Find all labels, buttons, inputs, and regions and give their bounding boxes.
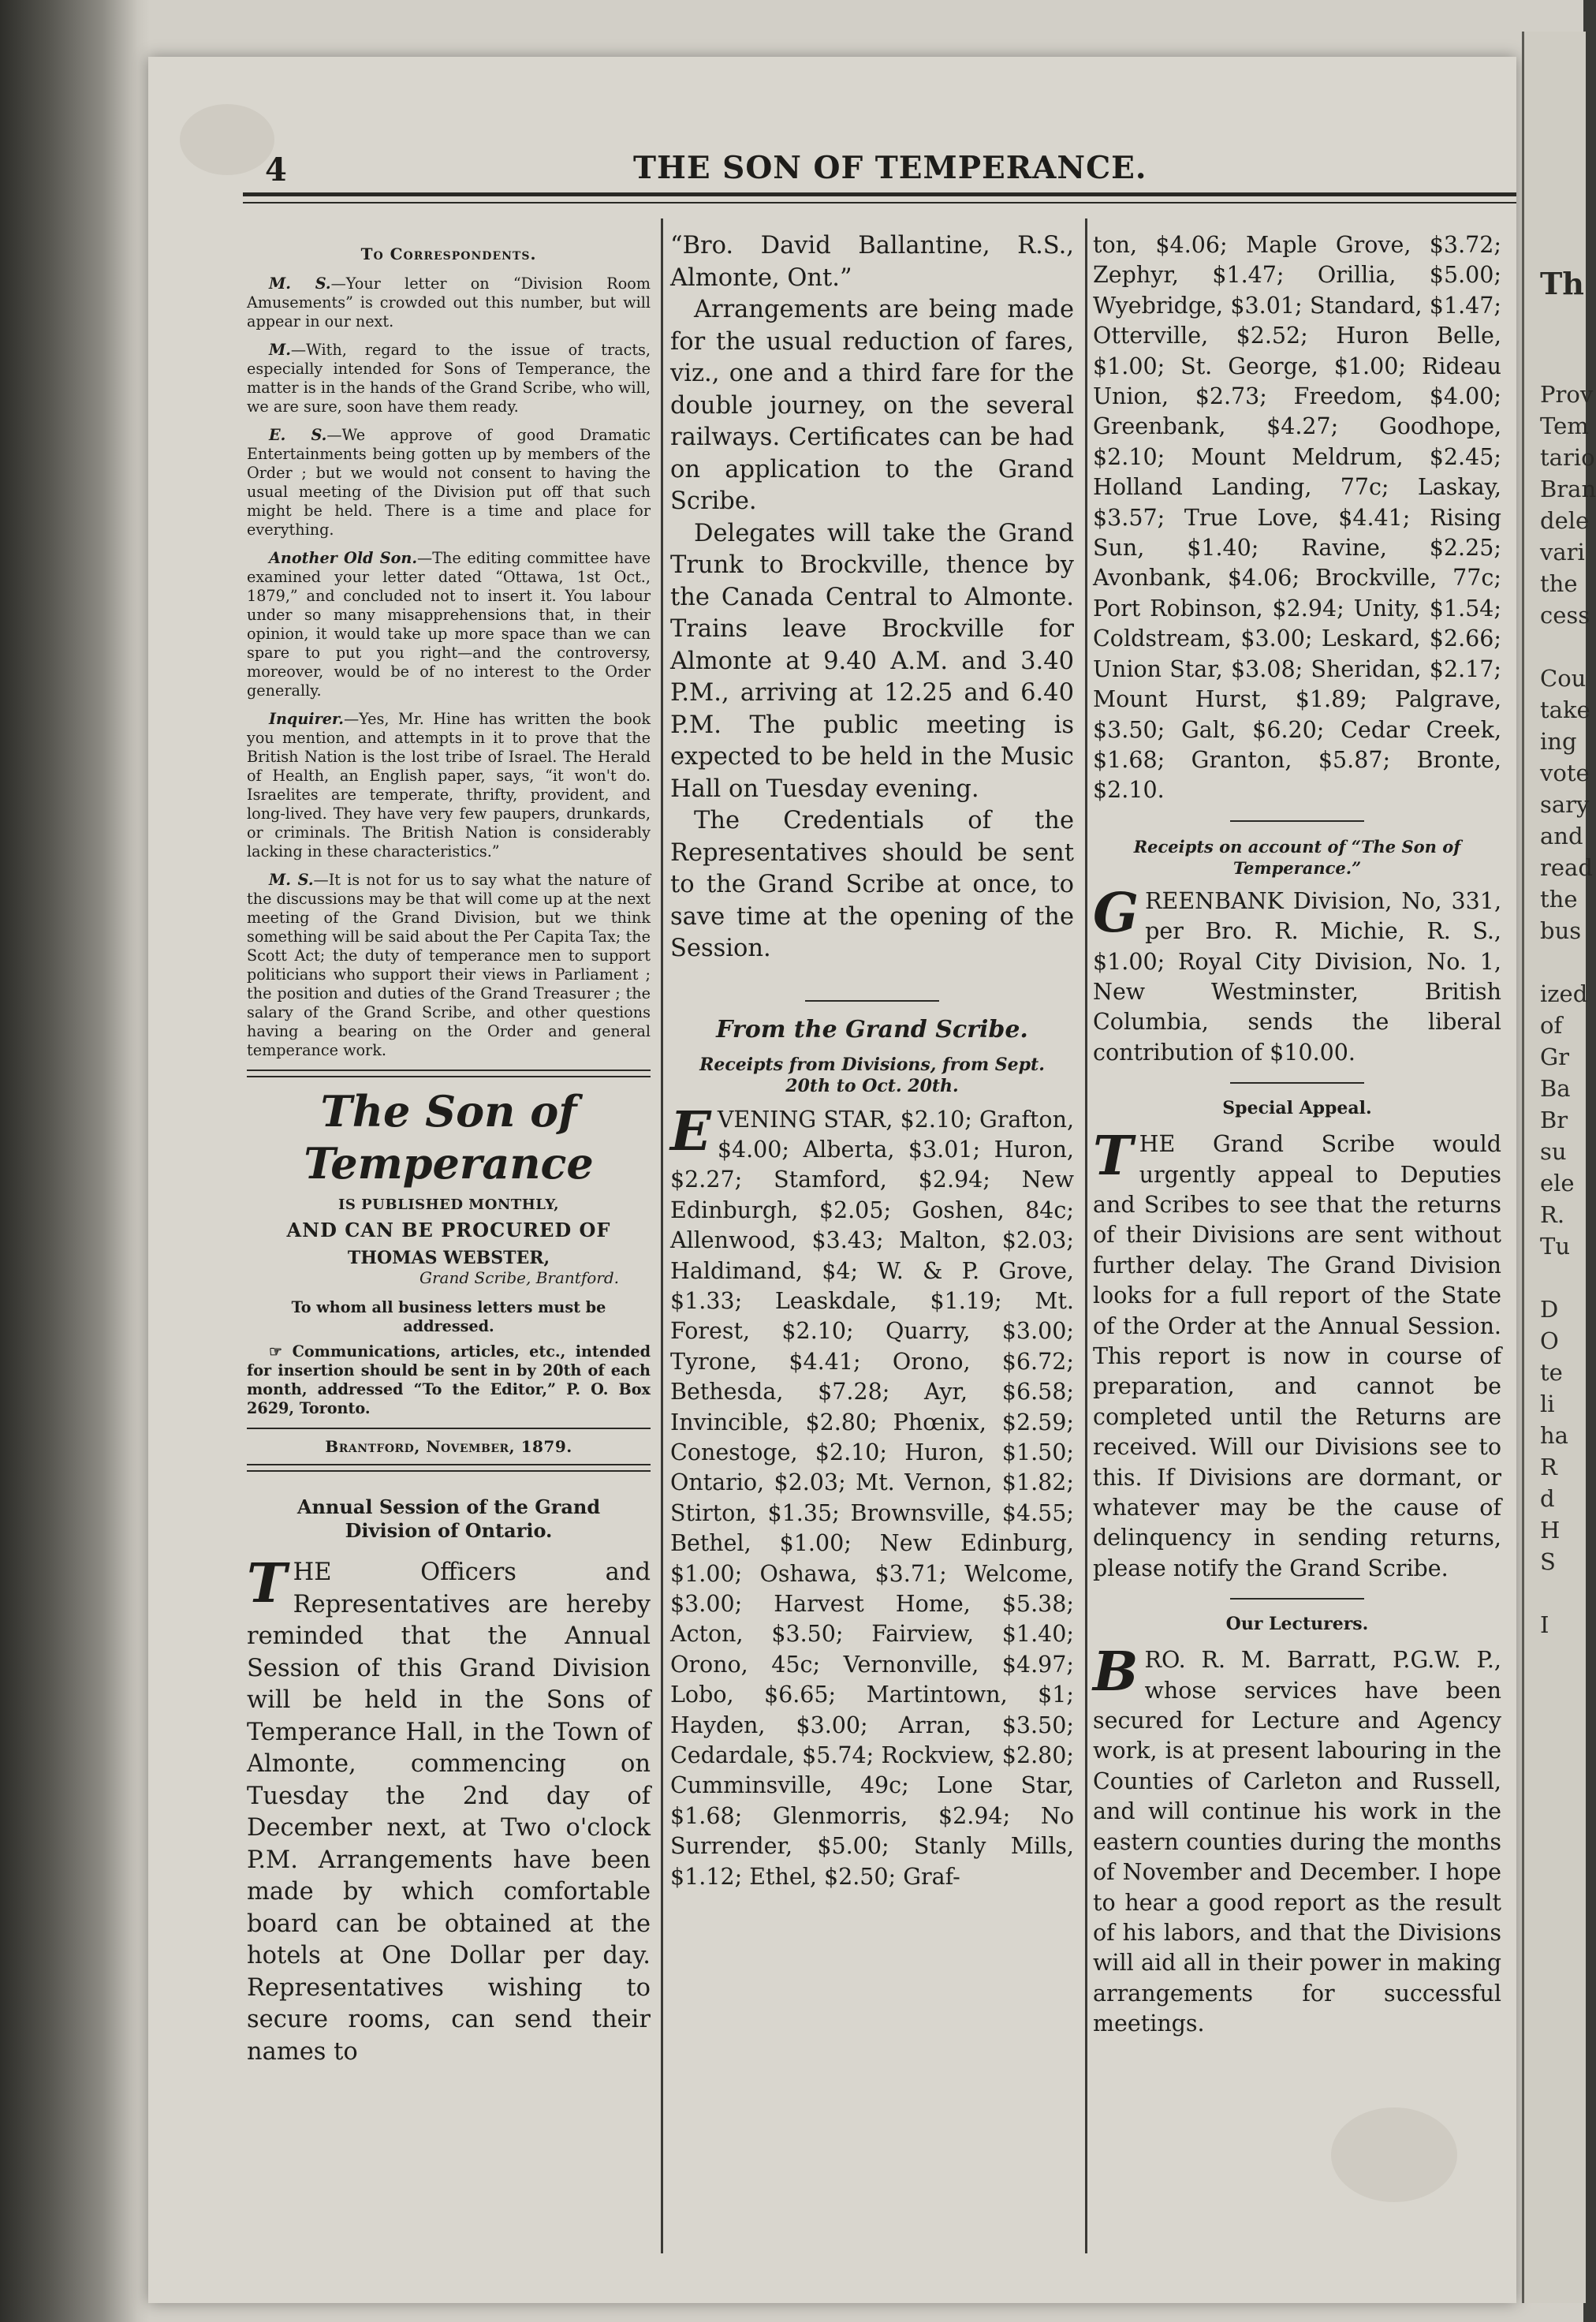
adjacent-page-fragment: ele: [1540, 1170, 1575, 1196]
receipts-heading: Receipts from Divisions, from Sept. 20th to Oct. 20th.: [699, 1054, 1045, 1096]
appeal-heading: Special Appeal.: [1222, 1098, 1372, 1119]
adjacent-page-fragment: ized: [1540, 980, 1588, 1007]
newspaper-page: [148, 57, 1516, 2303]
masthead: [247, 1085, 651, 1418]
correspondent-item: M. S.—It is not for us to say what the nature of the discussions may be that will come up at the next meeting of the Grand Division, but we think something will be said about the Per Capita Tax; the Scott Act; the duty of temperance men to support politicians who support their views in Parliament ; the position and duties of the Grand Treasurer ; the salary of the Grand Scribe, and other questions having a bearing on the Order and general temperance work.: [247, 871, 651, 1059]
header-rule-thin: [243, 202, 1516, 203]
annual-session-text: THE Officers and Representatives are hereby reminded that the Annual Session of this Grand Division will be held in the Sons of Temperance Hall, in the Town of Almonte, commencing on Tuesday the 2nd day of December next, at Two o'clock P.M. Arrangements have been made by which comfortable board can be obtained at the hotels at One Dollar per day. Representatives wishing to secure rooms, can send their names to: [247, 1552, 651, 2066]
column-divider: [1085, 218, 1087, 2253]
adjacent-page-fragment: d: [1540, 1485, 1555, 1512]
fares-paragraph: Arrangements are being made for the usual reduction of fares, viz., one and a third fare for the double journey, on the several railways. Certificates can be had on application to the Grand Scribe.: [670, 296, 1074, 515]
adjacent-page-fragment: the: [1540, 570, 1578, 597]
adjacent-page-fragment: Tu: [1540, 1233, 1571, 1260]
correspondent-item: Inquirer.—Yes, Mr. Hine has written the book you mention, and attempts in it to prove that the British Nation is the lost tribe of Israel. The Herald of Health, an English paper, says, “it won't do. Israelites are temperate, thrifty, provident, and long-lived. They have very few paupers, drunkards, or criminals. The British Nation is considerably lacking in these characteristics.”: [247, 710, 651, 860]
adjacent-page-fragment: cess: [1540, 602, 1590, 629]
adjacent-page-fragment: bus: [1540, 917, 1582, 944]
short-rule: [1230, 820, 1364, 822]
correspondents-heading: To Correspondents.: [360, 245, 537, 263]
dropcap: T: [247, 1552, 287, 1615]
son-receipts-heading: Receipts on account of “The Son of Temperance.”: [1133, 836, 1461, 878]
correspondent-item: E. S.—We approve of good Dramatic Entertainments being gotten up by members of the Order ; but we would not consent to having the usual meeting of the Division put off that such might be held. There is a time and place for everything.: [247, 426, 651, 539]
adjacent-page-fragment: and: [1540, 823, 1583, 849]
adjacent-page-fragment: S: [1540, 1548, 1556, 1575]
adjacent-page-fragment: read: [1540, 854, 1593, 881]
adjacent-page-fragment: D: [1540, 1296, 1559, 1323]
publisher-role: Grand Scribe, Brantford.: [420, 1268, 619, 1287]
adjacent-page-fragment: ing: [1540, 728, 1577, 755]
publisher-name: THOMAS WEBSTER,: [347, 1248, 550, 1268]
trains-paragraph: Delegates will take the Grand Trunk to Brockville, thence by the Canada Central to Almonte. Trains leave Brockville for Almonte at 9.40 A.M. and 3.40 P.M., arriving at 12.25 and 6.40 P.M. The public meeting is expected to be held in the Music Hall on Tuesday evening.: [670, 519, 1074, 803]
short-rule: [1230, 1082, 1364, 1084]
communications-note: ☞ Communications, articles, etc., intended for insertion should be sent in by 20th of each month, addressed “To the Editor,” P. O. Box 2629, Toronto.: [247, 1342, 651, 1417]
adjacent-page-fragment: Bran: [1540, 476, 1596, 502]
adjacent-page-fragment: su: [1540, 1138, 1567, 1165]
adjacent-page-fragment: vari: [1540, 539, 1585, 566]
right-column: [1093, 230, 1501, 2040]
correspondent-item: M. S.—Your letter on “Division Room Amusements” is crowded out this number, but will appear in our next.: [247, 274, 651, 330]
header-rule: [243, 192, 1516, 196]
correspondent-item: M.—With, regard to the issue of tracts, especially intended for Sons of Temperance, the matter is in the hands of the Grand Scribe, who will, we are sure, soon have them ready.: [247, 341, 651, 416]
adjacent-page-fragment: Th: [1540, 266, 1584, 301]
grand-scribe-heading: From the Grand Scribe.: [716, 1015, 1028, 1043]
appeal-text: THE Grand Scribe would urgently appeal to Deputies and Scribes to see that the returns of their Divisions are sent without further delay. The Grand Division looks for a full report of the State of the Order at the Annual Session. This report is now in course of preparation, and cannot be completed until the Returns are received. Will our Divisions see to this. If Divisions are dormant, or whatever may be the cause of delinquency in sending returns, please notify the Grand Scribe.: [1093, 1125, 1501, 1581]
correspondent-item: Another Old Son.—The editing committee have examined your letter dated “Ottawa, 1st Oct., 1879,” and concluded not to insert it. You labour under so many misapprehensions that, in their opinion, it would take up more space than we can spare to put you right—and the controversy, moreover, would be of no interest to the Order generally.: [247, 549, 651, 700]
dateline: Brantford, November, 1879.: [325, 1437, 572, 1456]
adjacent-page-fragment: ha: [1540, 1422, 1568, 1449]
section-rule: [247, 1428, 651, 1429]
receipts-list: EVENING STAR, $2.10; Grafton, $4.00; Alberta, $3.01; Huron, $2.27; Stamford, $2.94; New Edinburgh, $2.05; Goshen, 84c; Allenwood, $3.43; Malton, $2.03; Haldimand, $4; W. & P. Grove, $1.33; Leaskdale, $1.19; Mt. Forest, $2.10; Quarry, $3.00; Tyrone, $4.41; Orono, $6.72; Bethesda, $7.28; Ayr, $6.58; Invincible, $2.80; Phœnix, $2.59; Conestoge, $2.10; Huron, $1.50; Ontario, $2.03; Mt. Vernon, $1.82; Stirton, $1.35; Brownsville, $4.55; Bethel, $1.00; New Edinburg, $1.00; Oshawa, $3.71; Welcome, $3.00; Harvest Home, $5.38; Acton, $3.50; Fairview, $1.40; Orono, 45c; Vernonville, $4.97; Lobo, $6.65; Martintown, $1; Hayden, $3.00; Arran, $3.50; Cedardale, $5.74; Rockview, $2.80; Cumminsville, 49c; Lone Star, $1.68; Glenmorris, $2.94; No Surrender, $5.00; Stanly Mills, $1.12; Ethel, $2.50; Graf-: [670, 1099, 1074, 1890]
receipts-continued: ton, $4.06; Maple Grove, $3.72; Zephyr, $1.47; Orillia, $5.00; Wyebridge, $3.01; Standard, $1.47; Otterville, $2.52; Huron Belle, $1.00; St. George, $1.00; Rideau Union, $2.73; Freedom, $4.00; Greenbank, $4.27; Goodhope, $2.10; Mount Meldrum, $2.45; Holland Landing, 77c; Laskay, $3.57; True Love, $4.41; Rising Sun, $1.40; Ravine, $2.25; Avonbank, $4.06; Brockville, 77c; Port Robinson, $2.94; Unity, $1.54; Coldstream, $3.00; Leskard, $2.66; Union Star, $3.08; Sheridan, $2.17; Mount Hurst, $1.89; Palgrave, $3.50; Galt, $6.20; Cedar Creek, $1.68; Granton, $5.87; Bronte, $2.10.: [1093, 232, 1501, 804]
adjacent-page-fragment: Ba: [1540, 1075, 1571, 1102]
section-rule: [247, 1070, 651, 1077]
lecturers-text: BRO. R. M. Barratt, P.G.W. P., whose services have been secured for Lecture and Agency work, is at present labouring in the Counties of Carleton and Russell, and will continue his work in the eastern counties during the months of November and December. I hope to hear a good report as the result of his labors, and that the Divisions will aid all in their power in making arrangements for successful meetings.: [1093, 1641, 1501, 2037]
masthead-title: The Son of Temperance: [304, 1086, 594, 1189]
short-rule: [805, 1000, 939, 1002]
adjacent-page-fragment: R: [1540, 1454, 1557, 1480]
section-rule: [247, 1464, 651, 1472]
adjacent-page-fragment: Gr: [1540, 1043, 1570, 1070]
adjacent-page-fragment: dele: [1540, 507, 1590, 534]
adjacent-page-fragment: I: [1540, 1611, 1549, 1638]
dropcap: B: [1093, 1641, 1139, 1704]
middle-column: [670, 230, 1074, 1892]
adjacent-page-fragment: Prov: [1540, 381, 1594, 408]
adjacent-page-fragment: R.: [1540, 1201, 1565, 1228]
page-number: 4: [265, 151, 287, 189]
paper-stain: [1331, 2107, 1457, 2202]
dropcap: T: [1093, 1125, 1133, 1189]
adjacent-page-fragment: te: [1540, 1359, 1563, 1386]
adjacent-page-edge: [1522, 32, 1596, 2303]
address-line: “Bro. David Ballantine, R.S., Almonte, Ont.”: [670, 232, 1074, 292]
adjacent-page-fragment: vote: [1540, 760, 1590, 786]
credentials-paragraph: The Credentials of the Representatives should be sent to the Grand Scribe at once, to save time at the opening of the Session.: [670, 807, 1074, 962]
running-title: THE SON OF TEMPERANCE.: [633, 150, 1147, 186]
adjacent-page-fragment: of: [1540, 1012, 1563, 1039]
masthead-line: AND CAN BE PROCURED OF: [286, 1219, 611, 1241]
column-divider: [661, 218, 663, 2253]
adjacent-page-fragment: li: [1540, 1391, 1555, 1417]
adjacent-page-fragment: Br: [1540, 1107, 1568, 1133]
adjacent-page-fragment: sary: [1540, 791, 1590, 818]
adjacent-page-fragment: Tem: [1540, 413, 1589, 439]
masthead-line: IS PUBLISHED MONTHLY,: [337, 1196, 560, 1213]
lecturers-heading: Our Lecturers.: [1225, 1614, 1369, 1635]
dropcap: G: [1093, 881, 1139, 945]
left-column: [247, 245, 651, 2068]
adjacent-page-fragment: take: [1540, 696, 1590, 723]
son-receipts-text: GREENBANK Division, No, 331, per Bro. R. Michie, R. S., $1.00; Royal City Division, No. 1, New Westminster, British Columbia, sends the liberal contribution of $10.00.: [1093, 881, 1501, 1066]
page-header: [148, 57, 1516, 191]
short-rule: [1230, 1598, 1364, 1600]
business-note: To whom all business letters must be addressed.: [291, 1298, 606, 1335]
adjacent-page-fragment: tario: [1540, 444, 1595, 471]
annual-session-heading: Annual Session of the Grand Division of Ontario.: [296, 1495, 601, 1542]
adjacent-page-fragment: the: [1540, 886, 1578, 913]
correspondents-list: [247, 274, 651, 1060]
adjacent-page-fragment: Cou: [1540, 665, 1587, 692]
adjacent-page-fragment: O: [1540, 1327, 1559, 1354]
adjacent-page-fragment: H: [1540, 1517, 1561, 1544]
dropcap: E: [670, 1099, 711, 1163]
